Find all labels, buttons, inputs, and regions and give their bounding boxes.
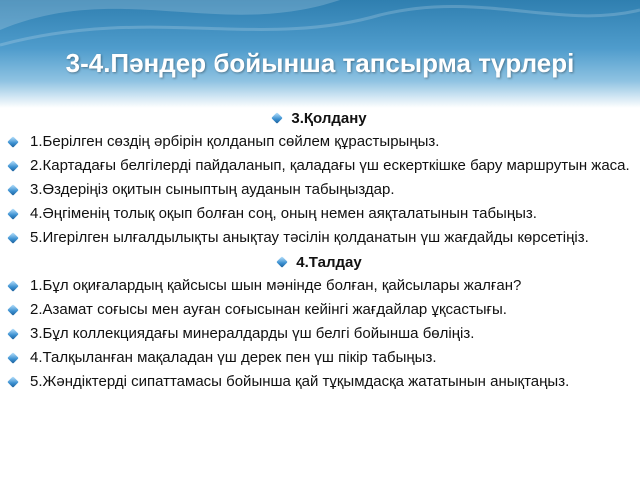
list-item-text: 3.Өздеріңіз оқитын сыныптың ауданын табыңыздар. — [30, 181, 395, 198]
slide-title: 3-4.Пәндер бойынша тапсырма түрлері — [65, 48, 575, 78]
list-item-text: 1.Берілген сөздің әрбірін қолданып сөйлем құрастырыңыз. — [30, 133, 440, 150]
diamond-bullet-icon — [7, 376, 18, 387]
slide-content — [0, 108, 640, 392]
section-list-apply — [0, 132, 640, 248]
diamond-bullet-icon — [7, 136, 18, 147]
diamond-bullet-icon — [7, 328, 18, 339]
list-item-text: 3.Бұл коллекциядағы минералдарды үш белгі бойынша бөліңіз. — [30, 325, 475, 342]
section-heading-label: 3.Қолдану — [291, 109, 367, 127]
diamond-bullet-icon — [7, 352, 18, 363]
diamond-bullet-icon — [7, 280, 18, 291]
slide-header — [0, 0, 640, 108]
diamond-bullet-icon — [277, 256, 288, 267]
list-item — [0, 156, 640, 176]
diamond-bullet-icon — [272, 112, 283, 123]
list-item-text: 2.Азамат соғысы мен ауған соғысынан кейінгі жағдайлар ұқсастығы. — [30, 301, 507, 318]
section-heading-apply — [0, 108, 640, 128]
section-heading-label: 4.Талдау — [296, 253, 362, 271]
list-item — [0, 180, 640, 200]
list-item — [0, 228, 640, 248]
list-item — [0, 324, 640, 344]
list-item-text: 4.Талқыланған мақаладан үш дерек пен үш пікір табыңыз. — [30, 349, 437, 366]
diamond-bullet-icon — [7, 184, 18, 195]
diamond-bullet-icon — [7, 160, 18, 171]
section-heading-analysis — [0, 252, 640, 272]
list-item — [0, 204, 640, 224]
list-item-text: 4.Әңгіменің толық оқып болған соң, оның немен аяқталатынын табыңыз. — [30, 205, 537, 222]
diamond-bullet-icon — [7, 304, 18, 315]
list-item — [0, 132, 640, 152]
section-list-analysis — [0, 276, 640, 392]
list-item-text: 5.Игерілген ылғалдылықты анықтау тәсілін қолданатын үш жағдайды көрсетіңіз. — [30, 229, 589, 246]
list-item-text: 2.Картадағы белгілерді пайдаланып, қаладағы үш ескерткішке бару маршрутын жаса. — [30, 157, 630, 174]
list-item — [0, 300, 640, 320]
list-item-text: 5.Жәндіктерді сипаттамасы бойынша қай тұқымдасқа жататынын анықтаңыз. — [30, 373, 570, 390]
list-item — [0, 276, 640, 296]
diamond-bullet-icon — [7, 232, 18, 243]
list-item — [0, 348, 640, 368]
header-decoration — [0, 0, 640, 50]
diamond-bullet-icon — [7, 208, 18, 219]
list-item — [0, 372, 640, 392]
list-item-text: 1.Бұл оқиғалардың қайсысы шын мәнінде болған, қайсылары жалған? — [30, 277, 522, 294]
